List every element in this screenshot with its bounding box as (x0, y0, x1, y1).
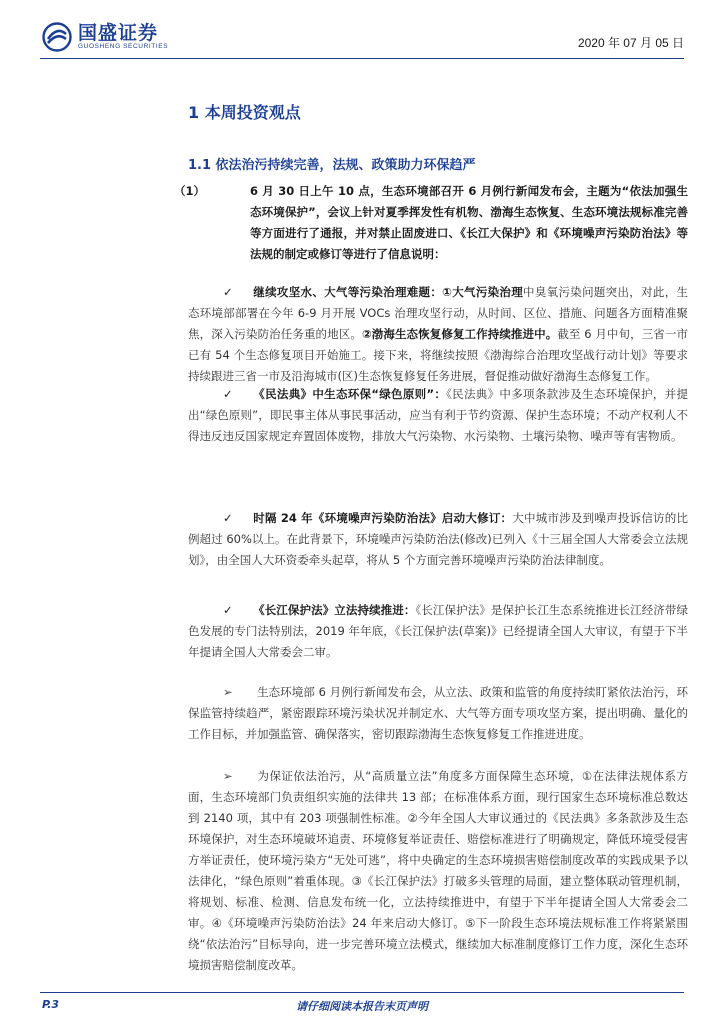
bullet-paragraph (188, 508, 688, 571)
subsection-heading: 1.1 依法治污持续完善，法规、政策助力环保趋严 (188, 158, 476, 173)
bullet-text: 《民法典》中多项条款涉及生态环境保护，并提出“绿色原则”，即民事主体从事民事活动，应当有利于节约资源、保护生态环境；不动产权利人不得违反违反国家规定弃置固体废物，排放大气污染物、水污染物、土壤污染物、噪声等有害物质。 (188, 387, 688, 443)
checkmark-icon: ✓ (223, 387, 233, 401)
bullet-text: 截至 6 月中旬，三省一市已有 54 个生态修复项目开始施工。接下来，将继续按照《渤海综合治理攻坚战行动计划》等要求持续跟进三省一市及沿海城市(区)生态恢复修复任务进展，督促推动做好渤海生态修复工作。 (188, 327, 688, 383)
bullet-text: 大中城市涉及到噪声投诉信访的比例超过 60%以上。在此背景下，环境噪声污染防治法(修改)已列入《十三届全国人大常委会立法规划》，由全国人大环资委牵头起草，将从 5 个方面完善环境噪声污染防治法律制度。 (188, 511, 689, 567)
logo-english-name: GUOSHENG SECURITIES (78, 43, 169, 50)
bullet-text: ①大气污染治理 (442, 285, 524, 299)
bullet-paragraph (188, 384, 688, 447)
logo-chinese-name: 国盛证券 (78, 22, 159, 44)
guosheng-logo-icon (42, 22, 72, 52)
arrow-bullet-icon: ➢ (223, 769, 233, 783)
bullet-lead: 继续攻坚水、大气等污染治理难题： (253, 285, 443, 299)
bullet-lead: 《民法典》中生态环保“绿色原则”： (253, 387, 447, 401)
disclaimer-note: 请仔细阅读本报告末页声明 (296, 1000, 428, 1013)
checkmark-icon: ✓ (223, 511, 233, 525)
footer-divider (40, 992, 684, 993)
report-date: 2020 年 07 月 05 日 (577, 36, 684, 50)
bullet-paragraph (188, 282, 688, 387)
checkmark-icon: ✓ (223, 285, 233, 299)
paragraph-number: （1） (174, 184, 206, 198)
paragraph-intro-text: 6 月 30 日上午 10 点，生态环境部召开 6 月例行新闻发布会，主题为“依法加强生态环境保护”，会议上针对夏季挥发性有机物、渤海生态恢复、生态环境法规标准完善等方面进行了通报，并对禁止固废进口、《长江大保护》和《环境噪声污染防治法》等法规的制定或修订等进行了信息说明： (250, 184, 688, 261)
page-header (0, 0, 724, 66)
bullet-text: 《长江保护法》是保护长江生态系统推进长江经济带绿色发展的专门法特别法，2019 年年底，《长江保护法(草案)》已经提请全国人大审议，有望于下半年提请全国人大常委会二审。 (188, 603, 689, 659)
bullet-paragraph (188, 766, 688, 976)
company-logo (42, 22, 168, 52)
paragraph-intro (174, 181, 688, 265)
bullet-text: 生态环境部 6 月例行新闻发布会，从立法、政策和监管的角度持续盯紧依法治污，环保监管持续趋严，紧密跟踪环境污染状况并制定水、大气等方面专项攻坚方案，提出明确、量化的工作目标，并加强监管、确保落实，密切跟踪渤海生态恢复修复工作推进进度。 (188, 685, 688, 741)
header-divider (40, 58, 684, 59)
checkmark-icon: ✓ (223, 603, 233, 617)
bullet-lead: 时隔 24 年《环境噪声污染防治法》启动大修订： (253, 511, 513, 525)
bullet-paragraph (188, 682, 688, 745)
bullet-text: ②渤海生态恢复修复工作持续推进中。 (361, 327, 558, 341)
page-number: P.3 (42, 998, 60, 1011)
arrow-bullet-icon: ➢ (223, 685, 233, 699)
bullet-paragraph (188, 600, 688, 663)
bullet-lead: 《长江保护法》立法持续推进： (253, 603, 416, 617)
section-heading: 1 本周投资观点 (188, 103, 301, 122)
bullet-text: 中臭氧污染问题突出，对此，生态环境部部署在今年 6-9 月开展 VOCs 治理攻坚行动，从时间、区位、措施、问题各方面精准聚焦，深入污染防治任务重的地区。 (188, 285, 688, 341)
bullet-text: 为保证依法治污，从“高质量立法”角度多方面保障生态环境，①在法律法规体系方面，生态环境部门负责组织实施的法律共 13 部；在标准体系方面，现行国家生态环境标准总数达到 2140 项，其中有 203 项强制性标准。②今年全国人大审议通过的《民法典》多条款涉及生态环境保护，对生态环境破坏追责、环境修复举证责任、赔偿标准进行了明确规定，降低环境受侵害方举证责任，使环境污染方“无处可逃”，将中央确定的生态环境损害赔偿制度改革的实践成果予以法律化，“绿色原则”着重体现。③《长江保护法》打破多头管理的局面，建立整体联动管理机制，将规划、标准、检测、信息发布统一化，立法持续推进中，有望于下半年提请全国人大常委会二审。④《环境噪声污染防治法》24 年来启动大修订。⑤下一阶段生态环境法规标准工作将紧紧围绕“依法治污”目标导向，进一步完善环境立法模式，继续加大标准制度修订工作力度，深化生态环境损害赔偿制度改革。 (188, 769, 688, 972)
